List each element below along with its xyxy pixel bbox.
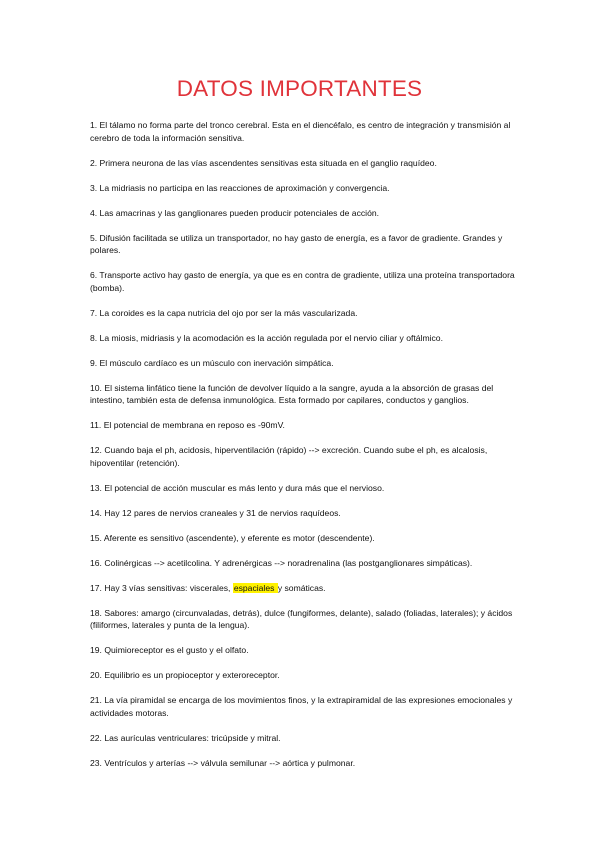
highlighted-text: espaciales xyxy=(233,582,277,593)
list-item: 5. Difusión facilitada se utiliza un transportador, no hay gasto de energía, es a favor de gradiente. Grandes y polares. xyxy=(90,232,503,255)
list-item: 14. Hay 12 pares de nervios craneales y 31 de nervios raquídeos. xyxy=(90,507,341,518)
list-item: 6. Transporte activo hay gasto de energía, ya que es en contra de gradiente, utiliza una proteína transportadora (bomba). xyxy=(90,270,515,293)
list-item: 4. Las amacrinas y las ganglionares pueden producir potenciales de acción. xyxy=(90,207,380,218)
list-item: 15. Aferente es sensitivo (ascendente), y eferente es motor (descendente). xyxy=(90,532,375,543)
page-title: DATOS IMPORTANTES xyxy=(176,76,423,101)
list-item: 22. Las aurículas ventriculares: tricúpside y mitral. xyxy=(90,732,281,743)
list-item: 10. El sistema linfático tiene la función de devolver líquido a la sangre, ayuda a la absorción de grasas del intestino, también esta de defensa inmunológica. Esta formado por capilares, conductos y ganglios. xyxy=(90,382,494,405)
list-item: 9. El músculo cardíaco es un músculo con inervación simpática. xyxy=(90,357,334,368)
list-item: 13. El potencial de acción muscular es más lento y dura más que el nervioso. xyxy=(90,482,385,493)
list-item: 2. Primera neurona de las vías ascendentes sensitivas esta situada en el ganglio raquídeo. xyxy=(90,157,437,168)
list-item: 20. Equilibrio es un propioceptor y exteroreceptor. xyxy=(90,670,280,680)
list-item: 16. Colinérgicas --> acetilcolina. Y adrenérgicas --> noradrenalina (las postganglionares simpáticas). xyxy=(90,557,473,568)
list-item: 7. La coroides es la capa nutricia del ojo por ser la más vascularizada. xyxy=(90,307,358,318)
list-item: 12. Cuando baja el ph, acidosis, hiperventilación (rápido) --> excreción. Cuando sube el ph, es alcalosis, hipoventilar (retención). xyxy=(90,445,488,468)
list-item: 11. El potencial de membrana en reposo es -90mV. xyxy=(90,420,285,430)
item-text-after: y somáticas. xyxy=(277,582,326,593)
item-text-before: 17. Hay 3 vías sensitivas: viscerales, xyxy=(90,582,233,593)
list-item: 23. Ventrículos y arterías --> válvula semilunar --> aórtica y pulmonar. xyxy=(90,757,356,768)
list-item: 8. La miosis, midriasis y la acomodación es la acción regulada por el nervio ciliar y oftálmico. xyxy=(90,332,443,343)
list-item: 3. La midriasis no participa en las reacciones de aproximación y convergencia. xyxy=(90,182,390,193)
facts-list xyxy=(90,119,520,782)
list-item-highlighted xyxy=(90,582,520,595)
list-item: 19. Quimioreceptor es el gusto y el olfato. xyxy=(90,645,249,655)
list-item: 21. La vía piramidal se encarga de los movimientos finos, y la extrapiramidal de las expresiones emocionales y actividades motoras. xyxy=(90,695,513,718)
list-item: 1. El tálamo no forma parte del tronco cerebral. Esta en el diencéfalo, es centro de integración y transmisión al cerebro de toda la información sensitiva. xyxy=(90,120,511,143)
list-item: 18. Sabores: amargo (circunvaladas, detrás), dulce (fungiformes, delante), salado (foliadas, laterales); y ácidos (filiformes, laterales y punta de la lengua). xyxy=(90,607,513,630)
